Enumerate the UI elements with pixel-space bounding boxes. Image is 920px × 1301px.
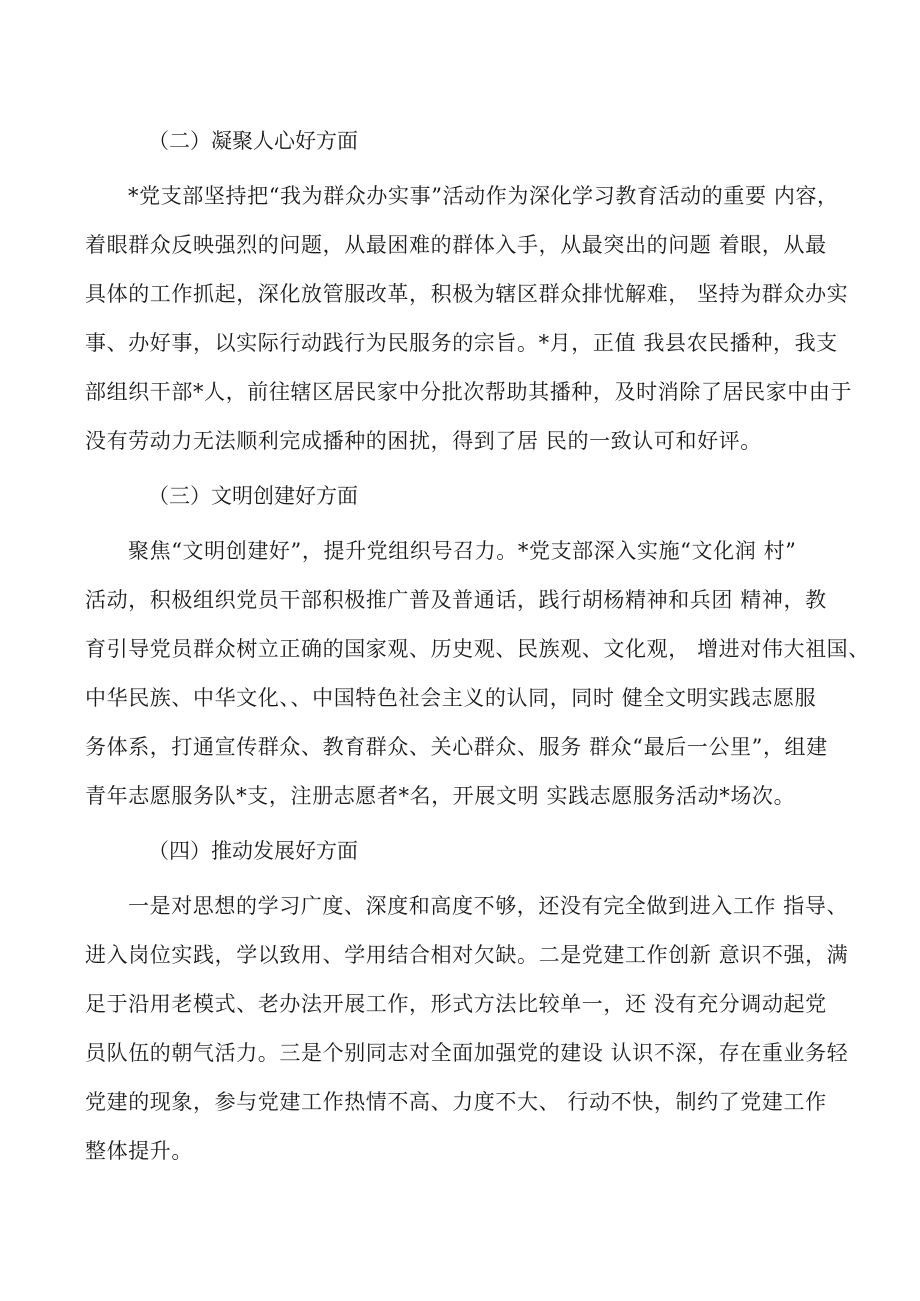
paragraph-line: 着眼群众反映强烈的问题，从最困难的群体入手，从最突出的问题 着眼，从最 bbox=[85, 233, 827, 257]
paragraph-line: 整体提升。 bbox=[85, 1139, 193, 1163]
paragraph-line: *党支部坚持把“我为群众办实事”活动作为深化学习教育活动的重要 内容， bbox=[128, 184, 839, 208]
paragraph-line: 员队伍的朝气活力。三是个别同志对全面加强党的建设 认识不深，存在重业务轻 bbox=[85, 1041, 849, 1065]
paragraph-line: 事、办好事，以实际行动践行为民服务的宗旨。*月，正值 我县农民播种，我支 bbox=[85, 331, 838, 355]
paragraph-line: 足于沿用老模式、老办法开展工作，形式方法比较单一，还 没有充分调动起党 bbox=[85, 992, 827, 1016]
paragraph-line: 务体系，打通宣传群众、教育群众、关心群众、服务 群众“最后一公里”，组建 bbox=[85, 735, 828, 759]
section-heading: （二）凝聚人心好方面 bbox=[148, 129, 358, 153]
paragraph-line: 没有劳动力无法顺利完成播种的困扰，得到了居 民的一致认可和好评。 bbox=[85, 429, 762, 453]
paragraph-line: 部组织干部*人，前往辖区居民家中分批次帮助其播种，及时消除了居民家中由于 bbox=[85, 380, 853, 404]
paragraph-line: 党建的现象，参与党建工作热情不高、力度不大、 行动不快，制约了党建工作 bbox=[85, 1090, 827, 1114]
paragraph-line: 育引导党员群众树立正确的国家观、历史观、民族观、文化观， 增进对伟大祖国、 bbox=[85, 637, 870, 661]
paragraph-line: 进入岗位实践，学以致用、学用结合相对欠缺。二是党建工作创新 意识不强，满 bbox=[85, 943, 849, 967]
section-heading: （四）推动发展好方面 bbox=[148, 839, 358, 863]
paragraph-line: 青年志愿服务队*支，注册志愿者*名，开展文明 实践志愿服务活动*场次。 bbox=[85, 784, 796, 808]
paragraph-line: 一是对思想的学习广度、深度和高度不够，还没有完全做到进入工作 指导、 bbox=[128, 894, 849, 918]
section-heading: （三）文明创建好方面 bbox=[148, 484, 358, 508]
paragraph-line: 活动，积极组织党员干部积极推广普及普通话，践行胡杨精神和兵团 精神，教 bbox=[85, 588, 827, 612]
paragraph-line: 中华民族、中华文化、、中国特色社会主义的认同，同时 健全文明实践志愿服 bbox=[85, 686, 817, 710]
paragraph-line: 聚焦“文明创建好”，提升党组织号召力。*党支部深入实施“文化润 村” bbox=[128, 539, 797, 563]
paragraph-line: 具体的工作抓起，深化放管服改革，积极为辖区群众排忧解难， 坚持为群众办实 bbox=[85, 282, 849, 306]
